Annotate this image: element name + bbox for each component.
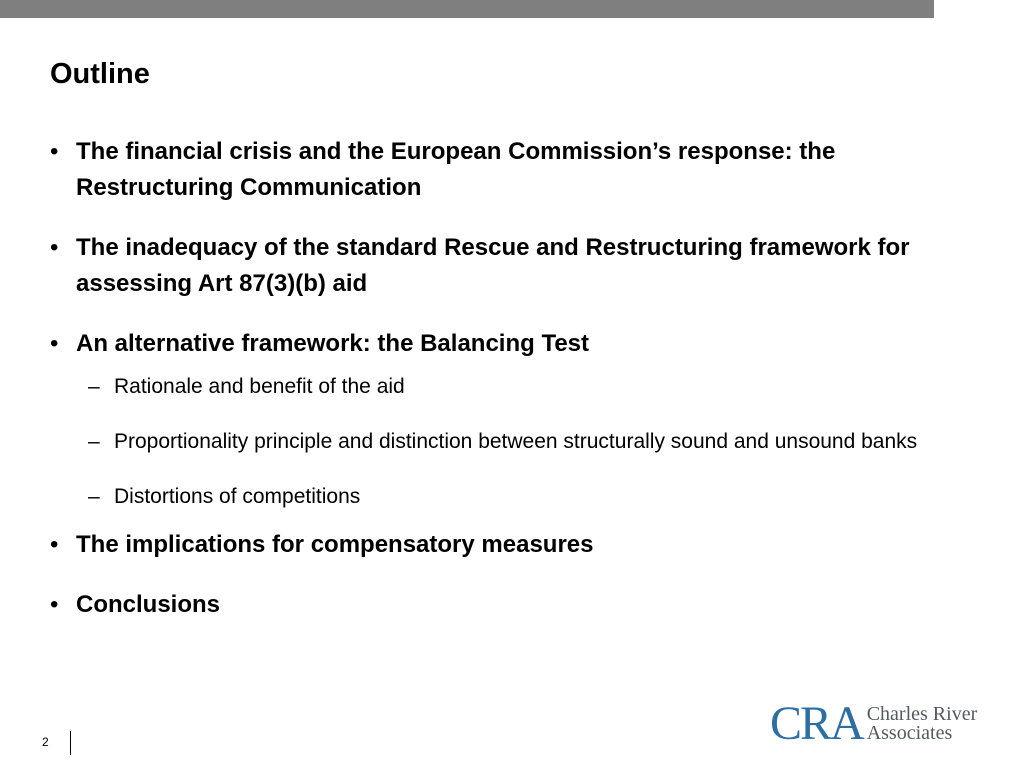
logo-mark: CRA	[770, 697, 863, 750]
outline-subitem-distortions: – Distortions of competitions	[76, 480, 990, 513]
outline-item-financial-crisis	[50, 134, 990, 206]
outline-subitem-proportionality: – Proportionality principle and distinction between structurally sound and unsound banks	[76, 425, 990, 458]
outline-item-inadequacy	[50, 230, 990, 302]
logo-wordmark	[867, 705, 978, 743]
outline-sublist	[76, 370, 990, 513]
outline-item-text: An alternative framework: the Balancing Test	[76, 330, 590, 357]
outline-item-text: The implications for compensatory measures	[76, 531, 594, 558]
logo-line-2: Associates	[866, 722, 953, 744]
top-banner-bar	[0, 0, 934, 18]
outline-subitem-rationale: – Rationale and benefit of the aid	[76, 370, 990, 403]
outline-item-text: Conclusions	[76, 591, 221, 618]
slide-title: Outline	[50, 58, 150, 90]
logo-line-1: Charles River	[866, 703, 978, 725]
outline-list	[50, 134, 990, 647]
footer-divider	[70, 731, 71, 755]
company-logo	[770, 697, 980, 750]
page-number: 2	[42, 735, 49, 749]
outline-item-text: The inadequacy of the standard Rescue and Restructuring framework for assessing Art 87(3)(b) aid	[76, 234, 910, 297]
outline-item-text: The financial crisis and the European Commission’s response: the Restructuring Communication	[76, 138, 836, 201]
outline-item-compensatory-measures	[50, 527, 990, 563]
outline-item-conclusions	[50, 587, 990, 623]
outline-item-balancing-test	[50, 326, 990, 513]
